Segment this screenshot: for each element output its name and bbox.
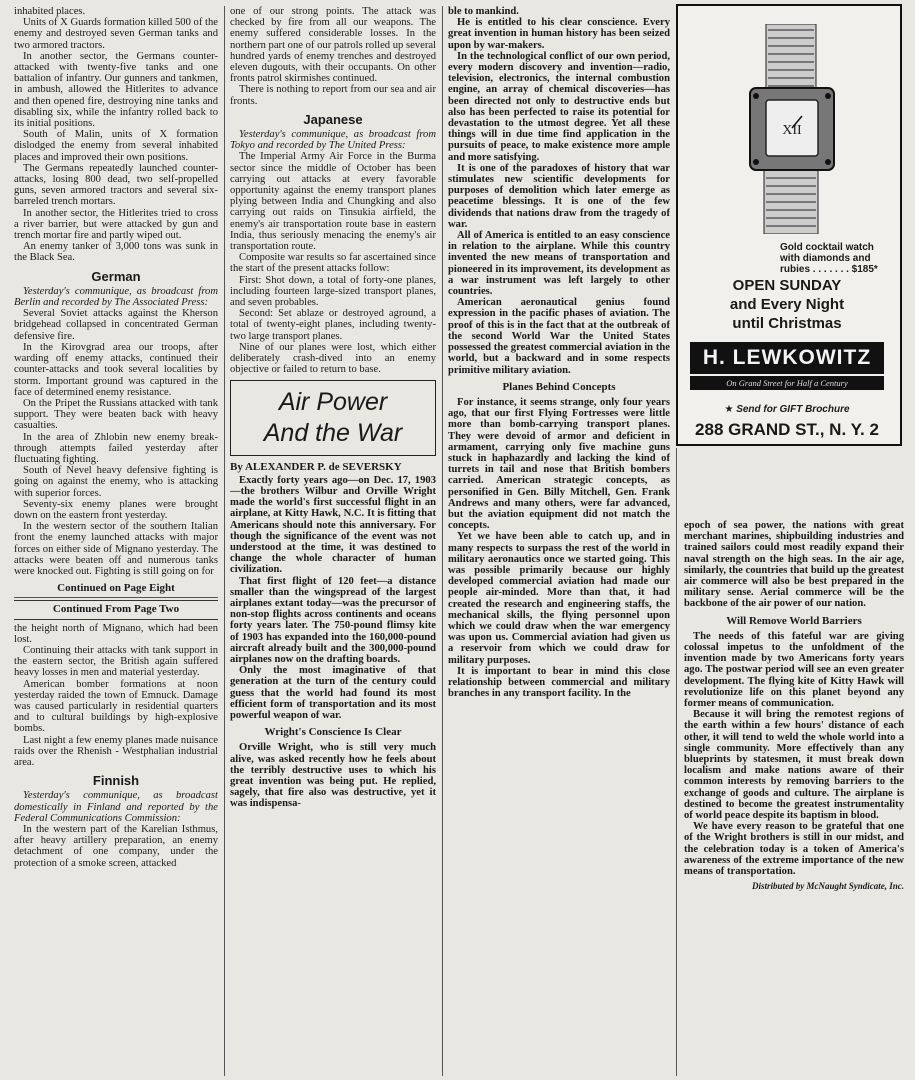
paragraph: Nine of our planes were lost, which either deliberately crash-dived into an enemy objective or failed to return to base. <box>230 341 436 376</box>
planes-body <box>448 397 670 699</box>
store-tagline: On Grand Street for Half a Century <box>690 376 884 390</box>
paragraph: Composite war results so far ascertained since the start of the present attacks follow: <box>230 252 436 275</box>
article-title-line-2: And the War <box>263 418 403 447</box>
continued-from-label: Continued From Page Two <box>14 600 218 619</box>
paragraph: First: Shot down, a total of forty-one planes, including fourteen large-sized transport planes, and seven probables. <box>230 274 436 309</box>
finnish-communique-continued <box>230 6 436 107</box>
paragraph: In the technological conflict of our own period, every modern discovery and invention—radio, television, electronics, the internal combustion engine, an array of chemical discoveries—has been directed not only to destructive ends but also has been perfected to raise its potential for devastation to the utmost degree. Yet all these things will in due time find application in the pursuits of peace, to make existence more ample and more satisfying. <box>448 50 670 163</box>
paragraph: For instance, it seems strange, only four years ago, that our first Flying Fortresses were little more than bomb-carrying transport planes. They were devoid of armor and deficient in armament, carrying only five machine guns stuck in haphazardly and lacking the kind of turrets in tail and nose that British bombers carried. American strategic concepts, as personified in Gen. Billy Mitchell, Gen. Frank Andrews and many others, were far advanced, but the aviation equipment did not match the concepts. <box>448 396 670 532</box>
article-body <box>230 475 436 721</box>
article-title-line-1: Air Power <box>278 387 388 416</box>
german-intro: Yesterday's communique, as broadcast from Berlin and recorded by The Associated Press: <box>14 285 218 309</box>
paragraph: In the area of Zhlobin new enemy break-through attempts failed yesterday after fluctuating fighting. <box>14 431 218 465</box>
paragraph: In another sector, the Hitlerites tried to cross a river barrier, but were attacked by gun and trench mortar fire and partly wiped out. <box>14 207 218 242</box>
conscience-body <box>230 742 436 809</box>
column-rule <box>224 6 225 1076</box>
finnish-heading: Finnish <box>92 773 140 789</box>
paragraph: We have every reason to be grateful that one of the Wright brothers is still in our midst, and the celebration today is a token of America's awareness of the extreme importance of the new means of transportation. <box>684 821 904 878</box>
column-1 <box>14 6 218 1076</box>
article-title-box <box>230 380 436 456</box>
paragraph: Seventy-six enemy planes were brought down on the eastern front yesterday. <box>14 498 218 521</box>
open-line-2: and Every Night <box>729 296 845 313</box>
paragraph: Only the most imaginative of that generation at the turn of the century could guess that the world had found its most efficient form of transportation and its most powerful weapon of war. <box>230 665 436 721</box>
caption-line-3: rubies . . . . . . . $185* <box>780 264 878 275</box>
paragraph: American bomber formations at noon yesterday raided the town of Emnuck. Damage was caused particularly in residential quarters and to cultural buildings by high-explosive bombs. <box>14 678 218 735</box>
barriers-heading: Will Remove World Barriers <box>726 614 862 627</box>
paragraph: South of Malin, units of X formation dislodged the enemy from several inhabited places and improved their own positions. <box>14 129 218 163</box>
caption-line-2: with diamonds and <box>780 253 871 264</box>
paragraph: Second: Set ablaze or destroyed aground, a total of twenty-eight planes, including twenty-two large transport planes. <box>230 308 436 342</box>
article-body-continued-2 <box>684 520 904 610</box>
paragraph: Last night a few enemy planes made nuisance raids over the Rhenish - Westphalian industrial area. <box>14 734 218 768</box>
column-4 <box>684 520 904 1076</box>
paragraph: On the Pripet the Russians attacked with tank support. They were beaten back with heavy casualties. <box>14 397 218 432</box>
german-communique-continued <box>14 623 218 769</box>
paragraph: The Germans repeatedly launched counter-attacks, losing 800 dead, two self-propelled guns, seven armored tractors and several six-barreled trench mortars. <box>14 162 218 208</box>
store-address: 288 GRAND ST., N. Y. 2 <box>695 420 879 439</box>
hours-notice <box>678 276 896 333</box>
german-communique <box>14 308 218 577</box>
paragraph: In the western sector of the southern Italian front the enemy launched attacks with major forces on either side of Mignano yesterday. The attacks were beaten off and numerous tanks were knocked out. Fighting is still going on for <box>14 521 218 577</box>
paragraph: Orville Wright, who is still very much alive, was asked recently how he feels about the terribly destructive uses to which his great invention was being put. He replied, sagely, that fire also was destructive, yet it was indispensa- <box>230 742 436 810</box>
paragraph: inhabited places. <box>14 6 86 17</box>
japanese-intro: Yesterday's communique, as broadcast from Tokyo and recorded by The United Press: <box>230 129 436 152</box>
paragraph: All of America is entitled to an easy conscience in relation to the airplane. While this country invented the new means of transportation and pioneered in its improvement, its development as a war instrument was left largely to other countries. <box>448 230 670 298</box>
paragraph: Because it will bring the remotest regions of the earth within a few hours' distance of each other, it will tend to weld the whole world into a single community. More effectively than any blueprints by statesmen, it must break down localism and make nations aware of their common interests by removing barriers to the exchange of goods and culture. The airplane is destined to become the greatest instrumentality of world peace despite its baptism in blood. <box>684 709 904 822</box>
paragraph: South of Nevel heavy defensive fighting is going on against the enemy, who is attacking with superior forces. <box>14 465 218 499</box>
barriers-body <box>684 631 904 877</box>
syndicate-credit: Distributed by McNaught Syndicate, Inc. <box>751 881 904 892</box>
paragraph: Several Soviet attacks against the Kherson bridgehead collapsed in concentrated German defensive fire. <box>14 308 218 342</box>
article-body-continued <box>448 6 670 376</box>
japanese-communique <box>230 151 436 375</box>
conscience-heading: Wright's Conscience Is Clear <box>264 726 402 739</box>
japanese-heading: Japanese <box>303 111 363 127</box>
paragraph: one of our strong points. The attack was checked by fire from all our weapons. The enemy suffered considerable losses. In the northern part one of our patrols rolled up several hundred yards of enemy trenches and destroyed eleven dugouts, with their occupants. On other fronts patrol skirmishes continued. <box>230 6 436 85</box>
paragraph: An enemy tanker of 3,000 tons was sunk in the Black Sea. <box>14 241 218 264</box>
paragraph: Exactly forty years ago—on Dec. 17, 1903—the brothers Wilbur and Orville Wright made the world's first successful flight in an airplane, at Kitty Hawk, N.C. It is fitting that Americans should note this anniversary. For though the significance of the event was not understood at the time, it was destined to change the whole character of human civilization. <box>230 474 436 576</box>
paragraph: There is nothing to report from our sea and air fronts. <box>230 84 436 107</box>
caption-line-1: Gold cocktail watch <box>780 242 874 253</box>
store-name: H. LEWKOWITZ <box>690 342 884 374</box>
column-rule <box>442 6 443 1076</box>
continued-on-label: Continued on Page Eight <box>14 583 218 598</box>
paragraph: The Imperial Army Air Force in the Burma sector since the middle of October has been carrying out attacks at every favorable opportunity against the enemy transport planes plying between India and Chungking and also carrying out raids on Tinsukia airfield, the enemy's air transportation route base in eastern India, thus seriously menacing the enemy's air transportation route. <box>230 151 436 253</box>
paragraph: Units of X Guards formation killed 500 of the enemy and destroyed seven German tanks and two armored tractors. <box>14 17 218 51</box>
paragraph: It is one of the paradoxes of history that war stimulates new scientific developments for purposes of demolition which later emerge as peacetime blessings. It is one of the few dividends that nations draw from the tragedy of war. <box>448 162 670 230</box>
watch-caption <box>780 242 892 275</box>
paragraph: In the western part of the Karelian Isthmus, after heavy artillery preparation, an enemy detachment of one company, under the protection of a smoke screen, attacked <box>14 824 218 869</box>
finnish-communique <box>14 824 218 869</box>
paragraph: Yet we have been able to catch up, and in many respects to surpass the rest of the world in military aeronautics once we started going. This was possible primarily because our highly developed commercial aviation had made our people air-minded. More than that, it had created the research and engineering staffs, the mechanical skills, the flying personnel upon which we could draw when the war emergency was upon us. Commercial aviation had given us a reservoir from which we could draw for military purposes. <box>448 531 670 666</box>
soviet-communique-continued <box>14 6 218 264</box>
brochure-offer: ★ Send for GIFT Brochure <box>724 404 850 415</box>
column-rule <box>676 448 677 1076</box>
finnish-intro: Yesterday's communique, as broadcast domestically in Finland and reported by the Federal Communications Commission: <box>14 790 218 824</box>
jewelry-advertisement <box>676 4 902 446</box>
byline: By ALEXANDER P. de SEVERSKY <box>230 460 402 473</box>
german-heading: German <box>91 268 141 284</box>
column-2 <box>230 6 436 1076</box>
paragraph: In another sector, the Germans counter-attacked with twenty-five tanks and one battalion of infantry. Our gunners and tankmen, in ambush, allowed the Hitlerites to advance and then opened fire, destroying nine tanks and disabling six, while the infantry rolled back to its initial positions. <box>14 50 218 130</box>
paragraph: He is entitled to his clear conscience. Every great invention in human history has been seized upon by war-makers. <box>448 17 670 51</box>
planes-heading: Planes Behind Concepts <box>502 380 616 393</box>
open-line-1: OPEN SUNDAY <box>732 277 842 294</box>
paragraph: epoch of sea power, the nations with great merchant marines, shipbuilding industries and trained sailors could most readily expand their naval strength on the high seas. In the air age, similarly, the countries that build up the greatest air commerce will also be best prepared in the military sense. Aerial commerce will be the backbone of the air power of our nation. <box>684 520 904 610</box>
paragraph: Continuing their attacks with tank support in the eastern sector, the British again suffered heavy losses in men and material yesterday. <box>14 644 218 679</box>
paragraph: It is important to bear in mind this close relationship between commercial and military branches in any transport facility. In the <box>448 665 670 700</box>
column-3 <box>448 6 670 1076</box>
svg-text:XII: XII <box>782 123 802 138</box>
paragraph: In the Kirovgrad area our troops, after warding off enemy attacks, continued their counter-attacks and took several localities by storm. Important ground was captured in the face of determined enemy resistance. <box>14 341 218 398</box>
wristwatch-illustration <box>736 24 848 234</box>
paragraph: That first flight of 120 feet—a distance smaller than the wingspread of the largest airplanes extant today—was the precursor of non-stop flights across continents and oceans forty years later. The 750-pound flimsy kite of 1903 has expanded into the 160,000-pound aircraft already built and the 300,000-pound airplanes now on the drafting boards. <box>230 575 436 665</box>
open-line-3: until Christmas <box>732 315 842 332</box>
paragraph: the height north of Mignano, which had been lost. <box>14 622 218 645</box>
paragraph: ble to mankind. <box>448 6 519 17</box>
paragraph: American aeronautical genius found expression in the pacific phases of aviation. The proof of this is in the fact that at the outbreak of the second World War the United States possessed the greatest commercial aviation in the world, but a backward and in some respects primitive military aviation. <box>448 297 670 376</box>
paragraph: The needs of this fateful war are giving colossal impetus to the unfoldment of the invention made by two Americans forty years ago. The postwar period will see an even greater development. The flying kite of Kitty Hawk will revolutionize life on this planet beyond any former means of communication. <box>684 630 904 710</box>
